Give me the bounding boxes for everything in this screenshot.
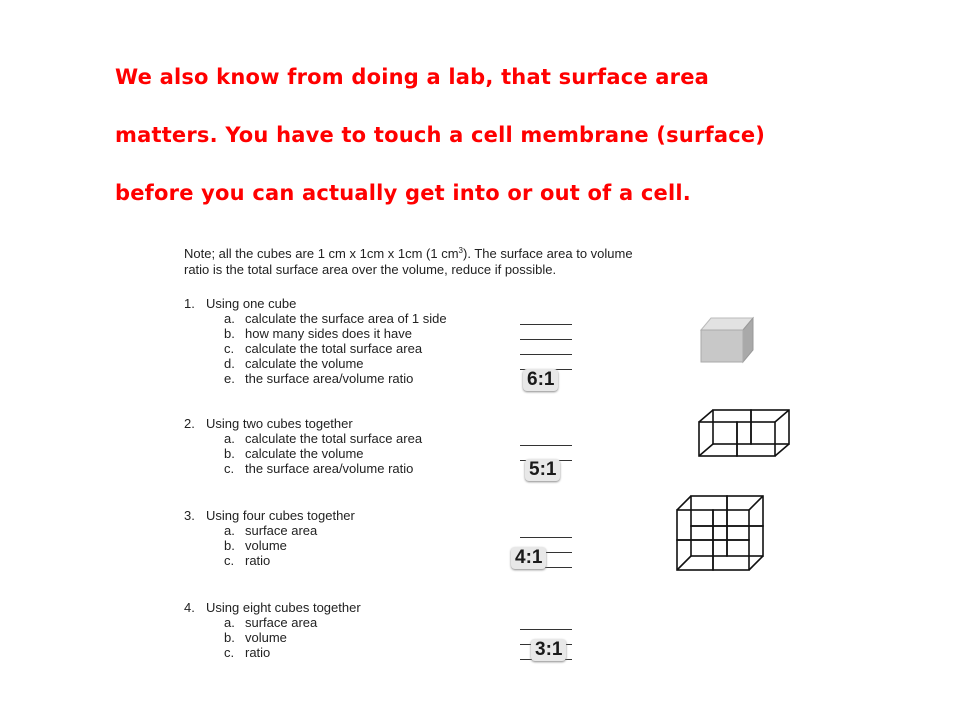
question-item: a. surface area [224, 523, 318, 538]
answer-blank [520, 445, 572, 446]
two-cubes-icon [697, 408, 793, 458]
question-item: a. calculate the surface area of 1 side [224, 311, 447, 326]
question-item: e. the surface area/volume ratio [224, 371, 414, 386]
question-item: a. surface area [224, 615, 318, 630]
intro-line-2: matters. You have to touch a cell membrane (surface) [115, 123, 766, 147]
question-title: 4. Using eight cubes together [184, 600, 361, 615]
answer-blank [520, 354, 572, 355]
answer-blank [520, 537, 572, 538]
intro-line-1: We also know from doing a lab, that surface area [115, 65, 710, 89]
note-line-2: ratio is the total surface area over the volume, reduce if possible. [184, 262, 557, 277]
question-item: b. volume [224, 538, 287, 553]
question-item: b. volume [224, 630, 287, 645]
question-title: 3. Using four cubes together [184, 508, 355, 523]
intro-text [115, 62, 875, 236]
question-title: 2. Using two cubes together [184, 416, 353, 431]
question-title: 1. Using one cube [184, 296, 297, 311]
question-item: b. calculate the volume [224, 446, 364, 461]
question-item: c. ratio [224, 553, 271, 568]
worksheet [175, 238, 795, 668]
worksheet-note [184, 246, 784, 278]
intro-line-3: before you can actually get into or out of a cell. [115, 181, 691, 205]
answer-ratio-1: 6:1 [523, 369, 558, 391]
answer-blank [520, 339, 572, 340]
question-item: a. calculate the total surface area [224, 431, 423, 446]
question-item: b. how many sides does it have [224, 326, 412, 341]
answer-ratio-2: 5:1 [525, 459, 560, 481]
question-item: c. calculate the total surface area [224, 341, 423, 356]
question-item: c. the surface area/volume ratio [224, 461, 414, 476]
question-item: d. calculate the volume [224, 356, 364, 371]
answer-ratio-3: 4:1 [511, 547, 546, 569]
question-item: c. ratio [224, 645, 271, 660]
answer-blank [520, 629, 572, 630]
single-cube-icon [697, 316, 757, 366]
note-line-1: Note; all the cubes are 1 cm x 1cm x 1cm (1 $cm^3$). The surface area to volume [184, 246, 633, 261]
answer-blank [520, 324, 572, 325]
answer-ratio-4: 3:1 [531, 639, 566, 661]
four-cubes-icon [675, 494, 771, 574]
